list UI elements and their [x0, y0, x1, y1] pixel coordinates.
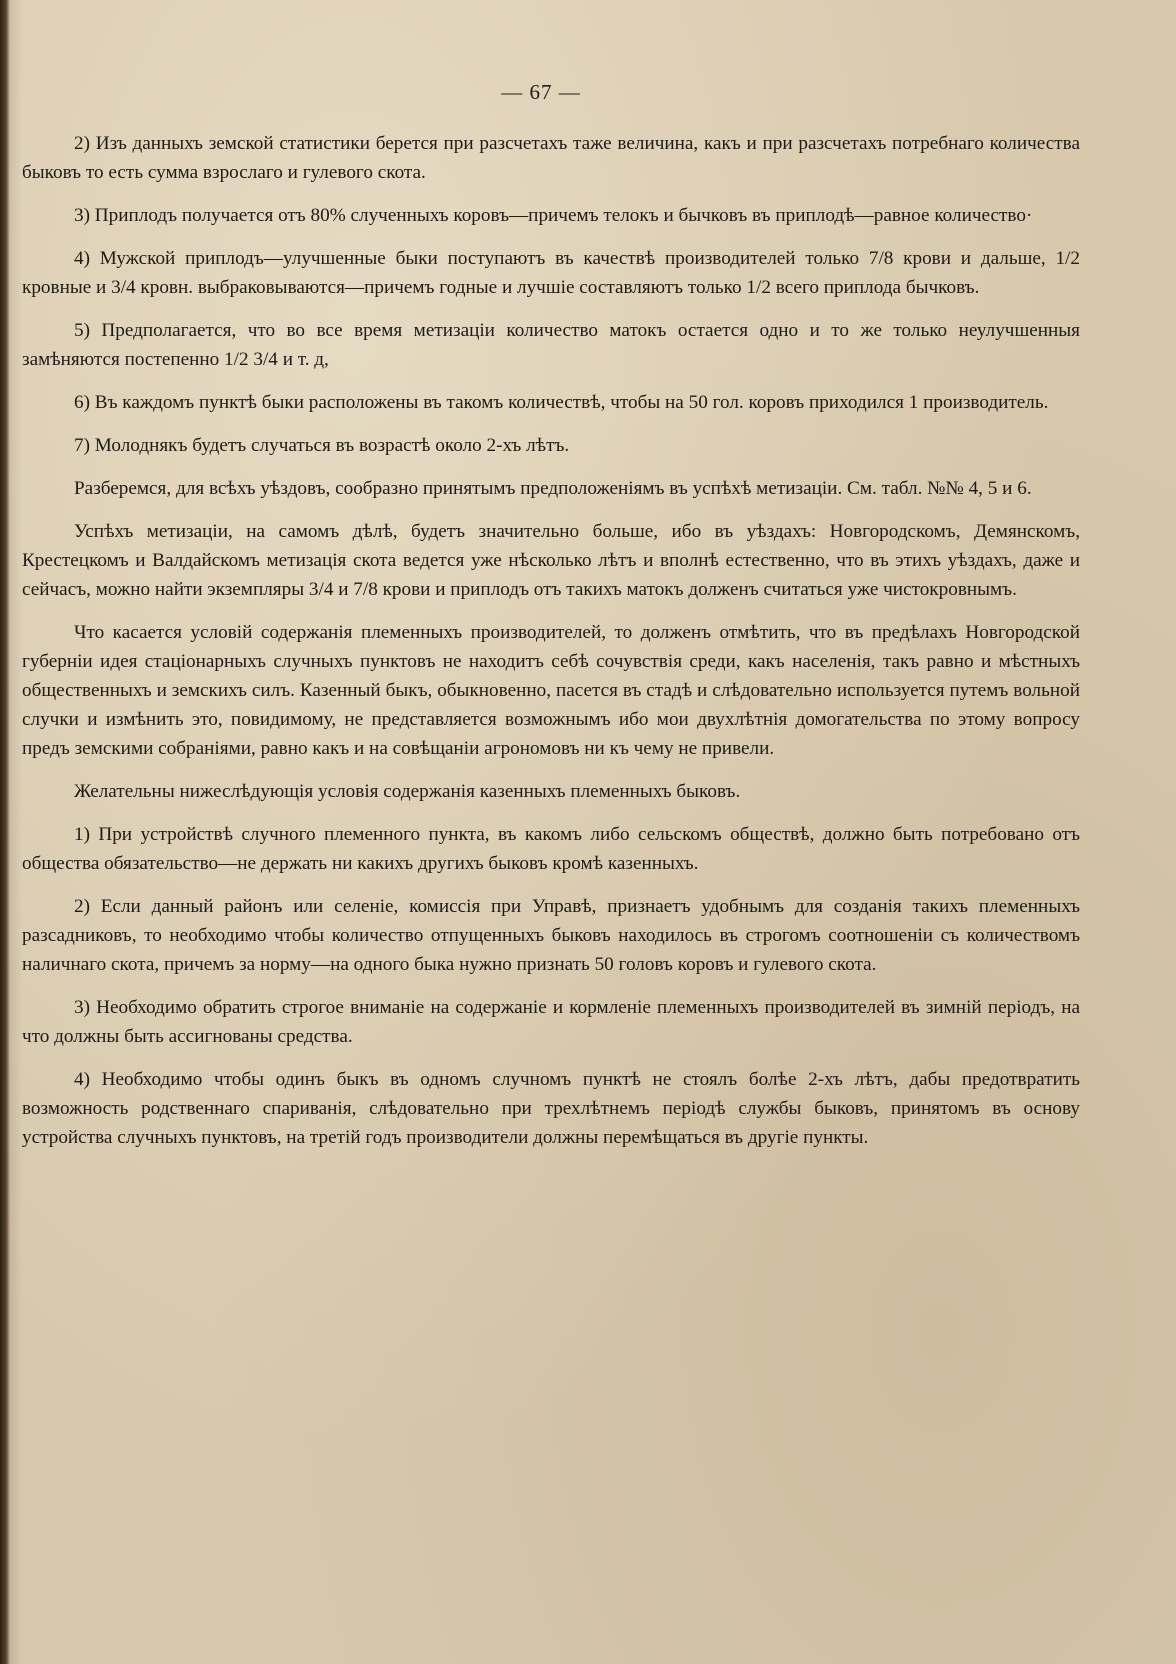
- paragraph-7: Разберемся, для всѣхъ уѣздовъ, сообразно принятымъ предположенiямъ въ успѣхѣ метизацiи. См. табл. №№ 4, 5 и 6.: [74, 478, 1032, 499]
- paragraph-14: 4) Необходимо чтобы одинъ быкъ въ одномъ случномъ пунктѣ не стоялъ болѣе 2-хъ лѣтъ, дабы предотвратить возможность родственнаго спариванiя, слѣдовательно при трехлѣтнемъ перiодѣ службы быковъ, принятомъ въ основу устройства случныхъ пунктовъ, на третiй годъ производители должны перемѣщаться въ другiе пункты.: [22, 1069, 1080, 1148]
- page-text-block: [22, 78, 1080, 1166]
- paragraph-5: 6) Въ каждомъ пунктѣ быки расположены въ такомъ количествѣ, чтобы на 50 гол. коровъ приходился 1 производитель.: [74, 392, 1049, 413]
- paragraph-11: 1) При устройствѣ случного племенного пункта, въ какомъ либо сельскомъ обществѣ, должно быть потребовано отъ общества обязательство—не держать ни какихъ другихъ быковъ кромѣ казенныхъ.: [22, 824, 1080, 874]
- paragraph-6: 7) Молоднякъ будетъ случаться въ возрастѣ около 2-хъ лѣтъ.: [74, 435, 570, 456]
- paragraph-3: 4) Мужской приплодъ—улучшенные быки поступаютъ въ качествѣ производителей только 7/8 крови и дальше, 1/2 кровные и 3/4 кровн. выбраковываются—причемъ годные и лучшiе составляютъ только 1/2 всего приплода бычковъ.: [22, 248, 1080, 298]
- paragraph-13: 3) Необходимо обратить строгое вниманiе на содержанiе и кормленiе племенныхъ производителей въ зимнiй перiодъ, на что должны быть ассигнованы средства.: [22, 997, 1080, 1047]
- book-spine-shadow: [0, 0, 10, 1664]
- paragraph-9: Что касается условiй содержанiя племенныхъ производителей, то долженъ отмѣтить, что въ предѣлахъ Новгородской губернiи идея стацiонарныхъ случныхъ пунктовъ не находитъ себѣ сочувствiя среди, какъ населенiя, такъ равно и мѣстныхъ общественныхъ и земскихъ силъ. Казенный быкъ, обыкновенно, пасется въ стадѣ и слѣдовательно используется путемъ вольной случки и измѣнить это, повидимому, не представляется возможнымъ ибо мои двухлѣтнiя домогательства по этому вопросу предъ земскими собранiями, равно какъ и на совѣщанiи агрономовъ ни къ чему не привели.: [22, 622, 1080, 759]
- page-number: — 67 —: [501, 80, 581, 104]
- paragraph-1: 2) Изъ данныхъ земской статистики берется при разсчетахъ таже величина, какъ и при разсчетахъ потребнаго количества быковъ то есть сумма взрослаго и гулевого скота.: [22, 133, 1080, 183]
- paragraph-12: 2) Если данный районъ или селенiе, комиссiя при Управѣ, признаетъ удобнымъ для созданiя такихъ племенныхъ разсадниковъ, то необходимо чтобы количество отпущенныхъ быковъ находилось въ строгомъ соотношенiи съ количествомъ наличнаго скота, причемъ за норму—на одного быка нужно признать 50 головъ коровъ и гулевого скота.: [22, 896, 1080, 975]
- paragraph-10: Желательны нижеслѣдующiя условiя содержанiя казенныхъ племенныхъ быковъ.: [74, 781, 741, 802]
- paragraph-4: 5) Предполагается, что во все время метизацiи количество матокъ остается одно и то же только неулучшенныя замѣняются постепенно 1/2 3/4 и т. д,: [22, 320, 1080, 370]
- paragraph-8: Успѣхъ метизацiи, на самомъ дѣлѣ, будетъ значительно больше, ибо въ уѣздахъ: Новгородскомъ, Демянскомъ, Крестецкомъ и Валдайскомъ метизацiя скота ведется уже нѣсколько лѣтъ и вполнѣ естественно, что въ этихъ уѣздахъ, даже и сейчасъ, можно найти экземпляры 3/4 и 7/8 крови и приплодъ отъ такихъ матокъ долженъ считаться уже чистокровнымъ.: [22, 521, 1080, 600]
- paragraph-2: 3) Приплодъ получается отъ 80% слученныхъ коровъ—причемъ телокъ и бычковъ въ приплодѣ—равное количество·: [74, 205, 1033, 226]
